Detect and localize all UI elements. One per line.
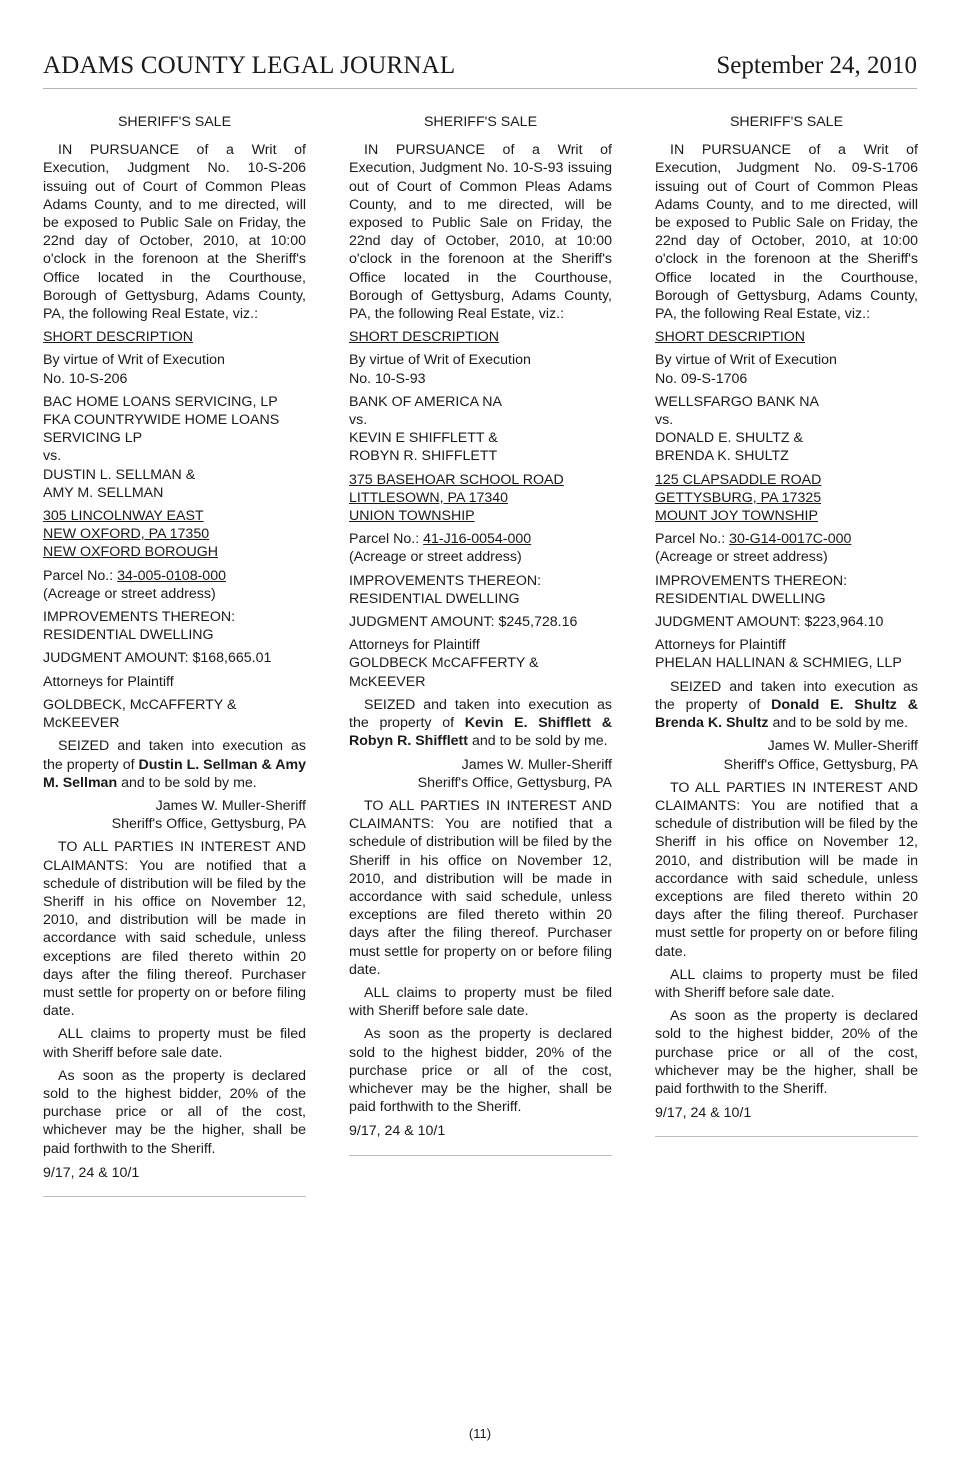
property-address bbox=[43, 507, 306, 562]
plaintiff-line: WELLSFARGO BANK NA bbox=[655, 393, 819, 410]
writ-line: By virtue of Writ of Execution bbox=[43, 352, 225, 369]
improvements-label: IMPROVEMENTS THEREON: bbox=[655, 572, 848, 589]
seized-text: SEIZED and taken into execution as the property of bbox=[655, 678, 918, 713]
acreage-note: (Acreage or street address) bbox=[43, 585, 216, 602]
parcel-number: 30-G14-0017C-000 bbox=[729, 531, 852, 548]
writ-block bbox=[43, 351, 306, 387]
attorneys-block bbox=[349, 636, 612, 691]
parcel-label: Parcel No.: bbox=[655, 531, 730, 548]
attorneys-name: GOLDBECK McCAFFERTY & McKEEVER bbox=[349, 655, 539, 690]
parcel-number: 41-J16-0054-000 bbox=[423, 531, 532, 548]
sheriff-sale-notice bbox=[655, 113, 918, 1137]
address-line: NEW OXFORD, PA 17350 bbox=[43, 526, 210, 543]
notice-intro: IN PURSUANCE of a Writ of Execution, Judgment No. 10-S-93 issuing out of Court of Common Pleas Adams County, and to me directed, will be exposed to Public Sale on Friday, the 22nd day of October, 2010, at 10:00 o'clock in the forenoon at the Sheriff's Office located in the Courthouse, Borough of Gettysburg, Adams County, PA, the following Real Estate, viz.: bbox=[349, 142, 612, 323]
signature-block bbox=[43, 797, 306, 833]
seized-owner: Dustin L. Sellman & Amy M. Sellman bbox=[43, 756, 306, 791]
improvements bbox=[349, 572, 612, 608]
parcel-number: 34-005-0108-000 bbox=[117, 567, 226, 584]
attorneys-label: Attorneys for Plaintiff bbox=[349, 637, 480, 654]
writ-block bbox=[349, 351, 612, 387]
attorneys-label: Attorneys for Plaintiff bbox=[655, 637, 786, 654]
sheriff-name: James W. Muller-Sheriff bbox=[155, 797, 306, 814]
seized-text-end: and to be sold by me. bbox=[768, 715, 909, 732]
issue-date: September 24, 2010 bbox=[716, 52, 917, 79]
address-line: 375 BASEHOAR SCHOOL ROAD bbox=[349, 471, 564, 488]
address-line: NEW OXFORD BOROUGH bbox=[43, 544, 218, 561]
improvements bbox=[43, 608, 306, 644]
sheriff-sale-notice bbox=[349, 113, 612, 1156]
attorneys-name: GOLDBECK, McCAFFERTY & McKEEVER bbox=[43, 696, 237, 732]
judgment-amount: JUDGMENT AMOUNT: $168,665.01 bbox=[43, 650, 272, 667]
address-line: LITTLESOWN, PA 17340 bbox=[349, 489, 509, 506]
sheriff-office: Sheriff's Office, Gettysburg, PA bbox=[723, 756, 918, 773]
acreage-note: (Acreage or street address) bbox=[349, 549, 522, 566]
defendant-line: DUSTIN L. SELLMAN & bbox=[43, 466, 196, 483]
parcel-label: Parcel No.: bbox=[349, 531, 424, 548]
claims-notice: ALL claims to property must be filed with Sheriff before sale date. bbox=[43, 1026, 306, 1061]
attorneys-name: PHELAN HALLINAN & SCHMIEG, LLP bbox=[655, 655, 902, 672]
plaintiff-line: FKA COUNTRYWIDE HOME LOANS bbox=[43, 412, 280, 429]
seized-text: SEIZED and taken into execution as the property of bbox=[349, 696, 612, 732]
masthead bbox=[43, 52, 917, 89]
versus: vs. bbox=[655, 412, 674, 429]
parties-block bbox=[349, 393, 612, 466]
distribution-notice: TO ALL PARTIES IN INTEREST AND CLAIMANTS: You are notified that a schedule of distribution will be filed by the Sheriff in his office on November 12, 2010, and distribution will be made in accordance with said schedule, unless exceptions are filed thereto within 20 days after the filing thereof. Purchaser must settle for property on or before filing date. bbox=[655, 779, 918, 960]
notice-heading: SHERIFF'S SALE bbox=[729, 114, 844, 130]
parcel-block bbox=[349, 530, 612, 566]
seized-text-end: and to be sold by me. bbox=[468, 733, 608, 750]
sheriff-office: Sheriff's Office, Gettysburg, PA bbox=[417, 774, 612, 791]
parties-block bbox=[43, 393, 306, 502]
divider bbox=[43, 1196, 306, 1197]
writ-number: No. 10-S-206 bbox=[43, 370, 128, 387]
notice-heading: SHERIFF'S SALE bbox=[117, 114, 232, 130]
judgment-amount: JUDGMENT AMOUNT: $245,728.16 bbox=[349, 614, 578, 631]
property-address bbox=[655, 471, 918, 526]
claims-notice: ALL claims to property must be filed with Sheriff before sale date. bbox=[655, 966, 918, 1001]
payment-notice: As soon as the property is declared sold to the highest bidder, 20% of the purchase price or all of the cost, whichever may be the higher, shall be paid forthwith to the Sheriff. bbox=[43, 1067, 306, 1157]
seized-statement bbox=[43, 737, 306, 792]
short-description-label: SHORT DESCRIPTION bbox=[349, 329, 500, 346]
signature-block bbox=[349, 756, 612, 792]
seized-statement bbox=[349, 696, 612, 751]
improvements-value: RESIDENTIAL DWELLING bbox=[349, 590, 520, 607]
writ-line: By virtue of Writ of Execution bbox=[655, 352, 837, 369]
sheriff-office: Sheriff's Office, Gettysburg, PA bbox=[111, 816, 306, 833]
notice-intro: IN PURSUANCE of a Writ of Execution, Judgment No. 09-S-1706 issuing out of Court of Common Pleas Adams County, and to me directed, will be exposed to Public Sale on Friday, the 22nd day of October, 2010, at 10:00 o'clock in the forenoon at the Sheriff's Office located in the Courthouse, Borough of Gettysburg, Adams County, PA, the following Real Estate, viz.: bbox=[655, 142, 918, 323]
defendant-line: BRENDA K. SHULTZ bbox=[655, 448, 789, 465]
versus: vs. bbox=[43, 448, 62, 465]
plaintiff-line: BAC HOME LOANS SERVICING, LP bbox=[43, 393, 278, 410]
seized-text-end: and to be sold by me. bbox=[117, 774, 257, 791]
improvements-value: RESIDENTIAL DWELLING bbox=[43, 627, 214, 644]
address-line: 305 LINCOLNWAY EAST bbox=[43, 508, 204, 525]
sheriff-sale-notice bbox=[43, 113, 306, 1197]
signature-block bbox=[655, 737, 918, 773]
notice-intro: IN PURSUANCE of a Writ of Execution, Judgment No. 10-S-206 issuing out of Court of Common Pleas Adams County, and to me directed, will be exposed to Public Sale on Friday, the 22nd day of October, 2010, at 10:00 o'clock in the forenoon at the Sheriff's Office located in the Courthouse, Borough of Gettysburg, Adams County, PA, the following Real Estate, viz.: bbox=[43, 142, 306, 323]
sheriff-name: James W. Muller-Sheriff bbox=[461, 756, 612, 773]
publication-dates: 9/17, 24 & 10/1 bbox=[43, 1164, 140, 1181]
seized-owner: Kevin E. Shifflett & Robyn R. Shifflett bbox=[349, 715, 612, 750]
parcel-label: Parcel No.: bbox=[43, 567, 118, 584]
improvements-label: IMPROVEMENTS THEREON: bbox=[349, 572, 542, 589]
seized-statement bbox=[655, 678, 918, 733]
plaintiff-line: BANK OF AMERICA NA bbox=[349, 393, 502, 410]
page-number: (11) bbox=[468, 1426, 492, 1441]
parcel-block bbox=[43, 567, 306, 603]
defendant-line: ROBYN R. SHIFFLETT bbox=[349, 448, 498, 465]
address-line: MOUNT JOY TOWNSHIP bbox=[655, 508, 818, 525]
address-line: GETTYSBURG, PA 17325 bbox=[655, 489, 822, 506]
payment-notice: As soon as the property is declared sold to the highest bidder, 20% of the purchase price or all of the cost, whichever may be the higher, shall be paid forthwith to the Sheriff. bbox=[349, 1026, 612, 1116]
address-line: 125 CLAPSADDLE ROAD bbox=[655, 471, 822, 488]
judgment-amount: JUDGMENT AMOUNT: $223,964.10 bbox=[655, 614, 884, 631]
divider bbox=[349, 1155, 612, 1156]
seized-text: SEIZED and taken into execution as the property of bbox=[43, 738, 306, 773]
distribution-notice: TO ALL PARTIES IN INTEREST AND CLAIMANTS: You are notified that a schedule of distribution will be filed by the Sheriff in his office on November 12, 2010, and distribution will be made in accordance with said schedule, unless exceptions are filed thereto within 20 days after the filing thereof. Purchaser must settle for property on or before filing date. bbox=[43, 839, 306, 1020]
writ-block bbox=[655, 351, 918, 387]
writ-number: No. 09-S-1706 bbox=[655, 370, 748, 387]
parcel-block bbox=[655, 530, 918, 566]
versus: vs. bbox=[349, 412, 368, 429]
short-description-label: SHORT DESCRIPTION bbox=[655, 329, 806, 346]
claims-notice: ALL claims to property must be filed with Sheriff before sale date. bbox=[349, 984, 612, 1020]
publication-dates: 9/17, 24 & 10/1 bbox=[349, 1123, 446, 1140]
defendant-line: AMY M. SELLMAN bbox=[43, 484, 164, 501]
short-description-label: SHORT DESCRIPTION bbox=[43, 329, 194, 346]
distribution-notice: TO ALL PARTIES IN INTEREST AND CLAIMANTS: You are notified that a schedule of distribution will be filed by the Sheriff in his office on November 12, 2010, and distribution will be made in accordance with said schedule, unless exceptions are filed thereto within 20 days after the filing thereof. Purchaser must settle for property on or before filing date. bbox=[349, 797, 612, 978]
seized-owner: Donald E. Shultz & Brenda K. Shultz bbox=[655, 696, 918, 732]
property-address bbox=[349, 471, 612, 526]
improvements bbox=[655, 572, 918, 608]
notice-heading: SHERIFF'S SALE bbox=[423, 114, 538, 130]
improvements-label: IMPROVEMENTS THEREON: bbox=[43, 609, 236, 626]
divider bbox=[655, 1136, 918, 1137]
parties-block bbox=[655, 393, 918, 466]
payment-notice: As soon as the property is declared sold to the highest bidder, 20% of the purchase price or all of the cost, whichever may be the higher, shall be paid forthwith to the Sheriff. bbox=[655, 1008, 918, 1097]
improvements-value: RESIDENTIAL DWELLING bbox=[655, 590, 826, 607]
plaintiff-line: SERVICING LP bbox=[43, 430, 143, 447]
defendant-line: KEVIN E SHIFFLETT & bbox=[349, 430, 498, 447]
address-line: UNION TOWNSHIP bbox=[349, 508, 475, 525]
journal-title: ADAMS COUNTY LEGAL JOURNAL bbox=[43, 52, 456, 79]
publication-dates: 9/17, 24 & 10/1 bbox=[655, 1105, 752, 1122]
attorneys-label: Attorneys for Plaintiff bbox=[43, 673, 174, 690]
writ-line: By virtue of Writ of Execution bbox=[349, 352, 531, 369]
sheriff-name: James W. Muller-Sheriff bbox=[767, 738, 918, 755]
acreage-note: (Acreage or street address) bbox=[655, 549, 828, 566]
attorneys-block bbox=[655, 636, 918, 672]
defendant-line: DONALD E. SHULTZ & bbox=[655, 430, 803, 447]
writ-number: No. 10-S-93 bbox=[349, 370, 426, 387]
